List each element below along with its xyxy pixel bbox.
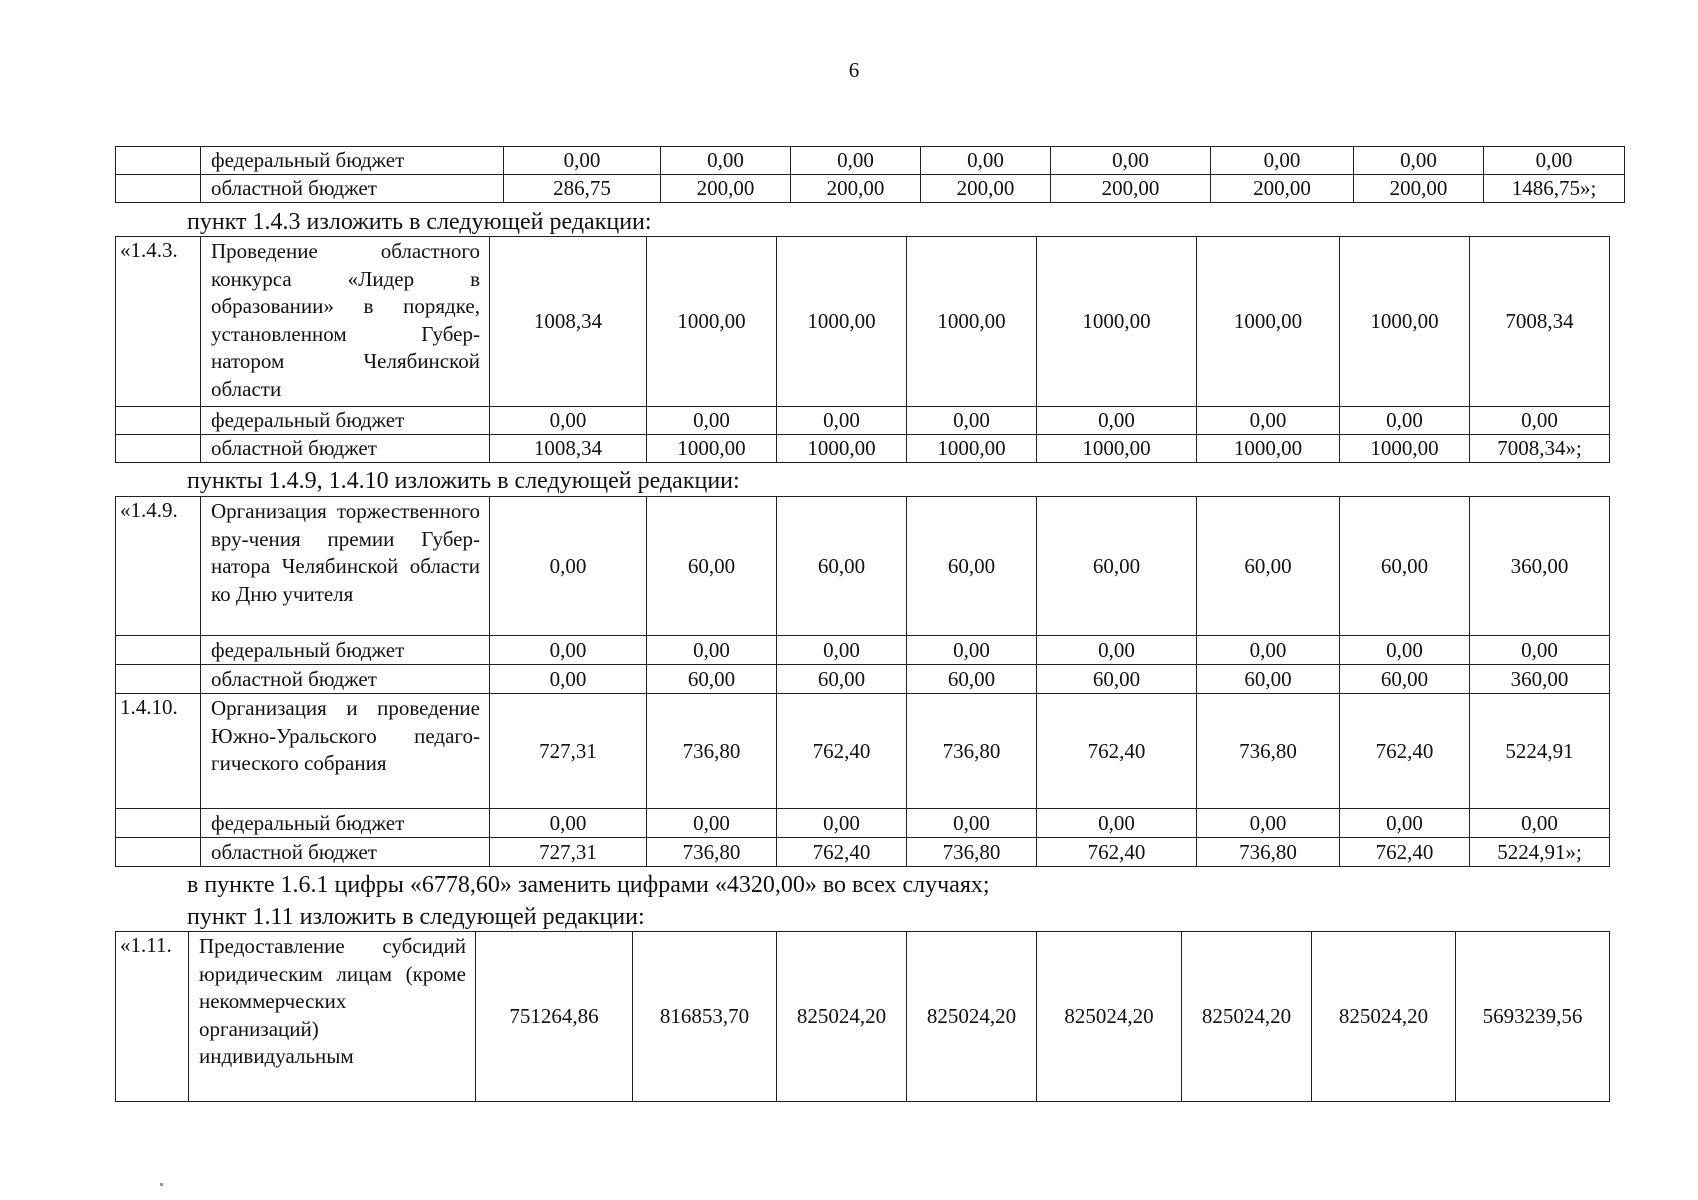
regional-budget-row (116, 435, 1610, 463)
value-cell: 727,31 (490, 694, 647, 809)
item-number-cell: «1.11. (116, 932, 189, 1102)
instruction-paragraph: пункт 1.11 изложить в следующей редакции: (187, 904, 645, 930)
total-cell: 5693239,56 (1456, 932, 1610, 1102)
item-row (116, 237, 1610, 407)
total-cell: 5224,91 (1470, 694, 1610, 809)
value-cell: 60,00 (1037, 497, 1197, 636)
value-cell: 60,00 (907, 665, 1037, 694)
value-cell: 60,00 (777, 665, 907, 694)
item-description: Проведение областного конкурса «Лидер в образовании» в порядке, установленном Губер-натором Челябинской области (201, 237, 490, 407)
value-cell: 0,00 (907, 636, 1037, 665)
value-cell: 736,80 (1197, 694, 1340, 809)
item-number-cell (116, 147, 201, 175)
value-cell: 736,80 (647, 838, 777, 867)
value-cell: 762,40 (1037, 838, 1197, 867)
value-cell: 762,40 (777, 694, 907, 809)
value-cell: 0,00 (921, 147, 1051, 175)
value-cell: 1000,00 (1340, 435, 1470, 463)
regional-budget-row (116, 838, 1610, 867)
instruction-paragraph: пункт 1.4.3 изложить в следующей редакции: (187, 209, 652, 235)
value-cell: 0,00 (1037, 809, 1197, 838)
value-cell: 736,80 (1197, 838, 1340, 867)
value-cell: 0,00 (777, 809, 907, 838)
value-cell: 1000,00 (777, 237, 907, 407)
page-number: 6 (848, 58, 860, 82)
value-cell: 0,00 (661, 147, 791, 175)
value-cell: 200,00 (921, 175, 1051, 203)
value-cell: 60,00 (1197, 497, 1340, 636)
row-label: федеральный бюджет (201, 809, 490, 838)
value-cell: 0,00 (1197, 809, 1340, 838)
item-row (116, 497, 1610, 636)
value-cell: 825024,20 (777, 932, 907, 1102)
total-cell: 1486,75»; (1484, 175, 1625, 203)
value-cell: 0,00 (504, 147, 661, 175)
value-cell: 0,00 (791, 147, 921, 175)
value-cell: 200,00 (791, 175, 921, 203)
item-number-cell (116, 407, 201, 435)
item-row (116, 694, 1610, 809)
value-cell: 825024,20 (907, 932, 1037, 1102)
item-number-cell: «1.4.3. (116, 237, 201, 407)
federal-budget-row (116, 147, 1625, 175)
scan-speck (160, 1183, 163, 1186)
item-number-cell (116, 838, 201, 867)
instruction-paragraph: пункты 1.4.9, 1.4.10 изложить в следующей редакции: (187, 468, 740, 494)
value-cell: 60,00 (777, 497, 907, 636)
federal-budget-row (116, 809, 1610, 838)
value-cell: 0,00 (490, 497, 647, 636)
item-row (116, 932, 1610, 1102)
value-cell: 200,00 (1354, 175, 1484, 203)
value-cell: 1000,00 (777, 435, 907, 463)
item-description: Организация и проведение Южно-Уральского педаго-гического собрания (201, 694, 490, 809)
value-cell: 727,31 (490, 838, 647, 867)
regional-budget-row (116, 175, 1625, 203)
value-cell: 0,00 (647, 407, 777, 435)
total-cell: 7008,34»; (1470, 435, 1610, 463)
item-number-cell (116, 435, 201, 463)
value-cell: 0,00 (1354, 147, 1484, 175)
value-cell: 0,00 (490, 636, 647, 665)
value-cell: 1008,34 (490, 435, 647, 463)
row-label: федеральный бюджет (201, 147, 504, 175)
item-number-cell (116, 665, 201, 694)
value-cell: 736,80 (647, 694, 777, 809)
value-cell: 60,00 (647, 497, 777, 636)
row-label: федеральный бюджет (201, 636, 490, 665)
value-cell: 60,00 (1037, 665, 1197, 694)
value-cell: 762,40 (777, 838, 907, 867)
value-cell: 0,00 (490, 809, 647, 838)
value-cell: 825024,20 (1037, 932, 1182, 1102)
value-cell: 0,00 (490, 665, 647, 694)
value-cell: 1000,00 (1037, 237, 1197, 407)
item-number-cell (116, 809, 201, 838)
value-cell: 762,40 (1037, 694, 1197, 809)
federal-budget-row (116, 636, 1610, 665)
value-cell: 60,00 (907, 497, 1037, 636)
value-cell: 1000,00 (647, 237, 777, 407)
total-cell: 360,00 (1470, 665, 1610, 694)
value-cell: 1000,00 (907, 435, 1037, 463)
value-cell: 816853,70 (633, 932, 777, 1102)
budget-table-1-4-3 (115, 236, 1610, 463)
row-label: областной бюджет (201, 838, 490, 867)
total-cell: 0,00 (1470, 407, 1610, 435)
value-cell: 0,00 (777, 407, 907, 435)
value-cell: 0,00 (647, 636, 777, 665)
budget-table-continued (115, 146, 1625, 203)
total-cell: 7008,34 (1470, 237, 1610, 407)
value-cell: 60,00 (1340, 665, 1470, 694)
budget-table-1-4-9-1-4-10 (115, 496, 1610, 867)
item-number-cell: «1.4.9. (116, 497, 201, 636)
value-cell: 200,00 (661, 175, 791, 203)
value-cell: 825024,20 (1312, 932, 1456, 1102)
item-description: Предоставление субсидий юридическим лицам (кроме некоммерческих организаций) индивидуальным (189, 932, 476, 1102)
value-cell: 0,00 (1340, 636, 1470, 665)
value-cell: 0,00 (907, 809, 1037, 838)
value-cell: 762,40 (1340, 694, 1470, 809)
value-cell: 736,80 (907, 694, 1037, 809)
item-number-cell: 1.4.10. (116, 694, 201, 809)
value-cell: 200,00 (1211, 175, 1354, 203)
row-label: областной бюджет (201, 435, 490, 463)
total-cell: 5224,91»; (1470, 838, 1610, 867)
total-cell: 360,00 (1470, 497, 1610, 636)
value-cell: 0,00 (907, 407, 1037, 435)
federal-budget-row (116, 407, 1610, 435)
value-cell: 200,00 (1051, 175, 1211, 203)
value-cell: 1000,00 (1340, 237, 1470, 407)
value-cell: 1008,34 (490, 237, 647, 407)
row-label: областной бюджет (201, 665, 490, 694)
value-cell: 60,00 (647, 665, 777, 694)
regional-budget-row (116, 665, 1610, 694)
value-cell: 0,00 (1197, 636, 1340, 665)
value-cell: 751264,86 (476, 932, 633, 1102)
value-cell: 0,00 (1340, 809, 1470, 838)
total-cell: 0,00 (1470, 636, 1610, 665)
total-cell: 0,00 (1484, 147, 1625, 175)
value-cell: 0,00 (1340, 407, 1470, 435)
value-cell: 762,40 (1340, 838, 1470, 867)
value-cell: 1000,00 (1197, 435, 1340, 463)
value-cell: 0,00 (647, 809, 777, 838)
row-label: федеральный бюджет (201, 407, 490, 435)
value-cell: 825024,20 (1182, 932, 1312, 1102)
value-cell: 1000,00 (907, 237, 1037, 407)
value-cell: 286,75 (504, 175, 661, 203)
item-number-cell (116, 636, 201, 665)
item-number-cell (116, 175, 201, 203)
value-cell: 0,00 (777, 636, 907, 665)
value-cell: 60,00 (1340, 497, 1470, 636)
item-description: Организация торжественного вру-чения премии Губер-натора Челябинской области ко Дню учителя (201, 497, 490, 636)
value-cell: 0,00 (1037, 407, 1197, 435)
total-cell: 0,00 (1470, 809, 1610, 838)
value-cell: 0,00 (1051, 147, 1211, 175)
value-cell: 0,00 (1037, 636, 1197, 665)
value-cell: 1000,00 (647, 435, 777, 463)
row-label: областной бюджет (201, 175, 504, 203)
budget-table-1-11 (115, 931, 1610, 1102)
instruction-paragraph: в пункте 1.6.1 цифры «6778,60» заменить цифрами «4320,00» во всех случаях; (187, 872, 990, 898)
value-cell: 0,00 (1211, 147, 1354, 175)
value-cell: 0,00 (1197, 407, 1340, 435)
value-cell: 0,00 (490, 407, 647, 435)
value-cell: 60,00 (1197, 665, 1340, 694)
value-cell: 1000,00 (1197, 237, 1340, 407)
value-cell: 1000,00 (1037, 435, 1197, 463)
value-cell: 736,80 (907, 838, 1037, 867)
